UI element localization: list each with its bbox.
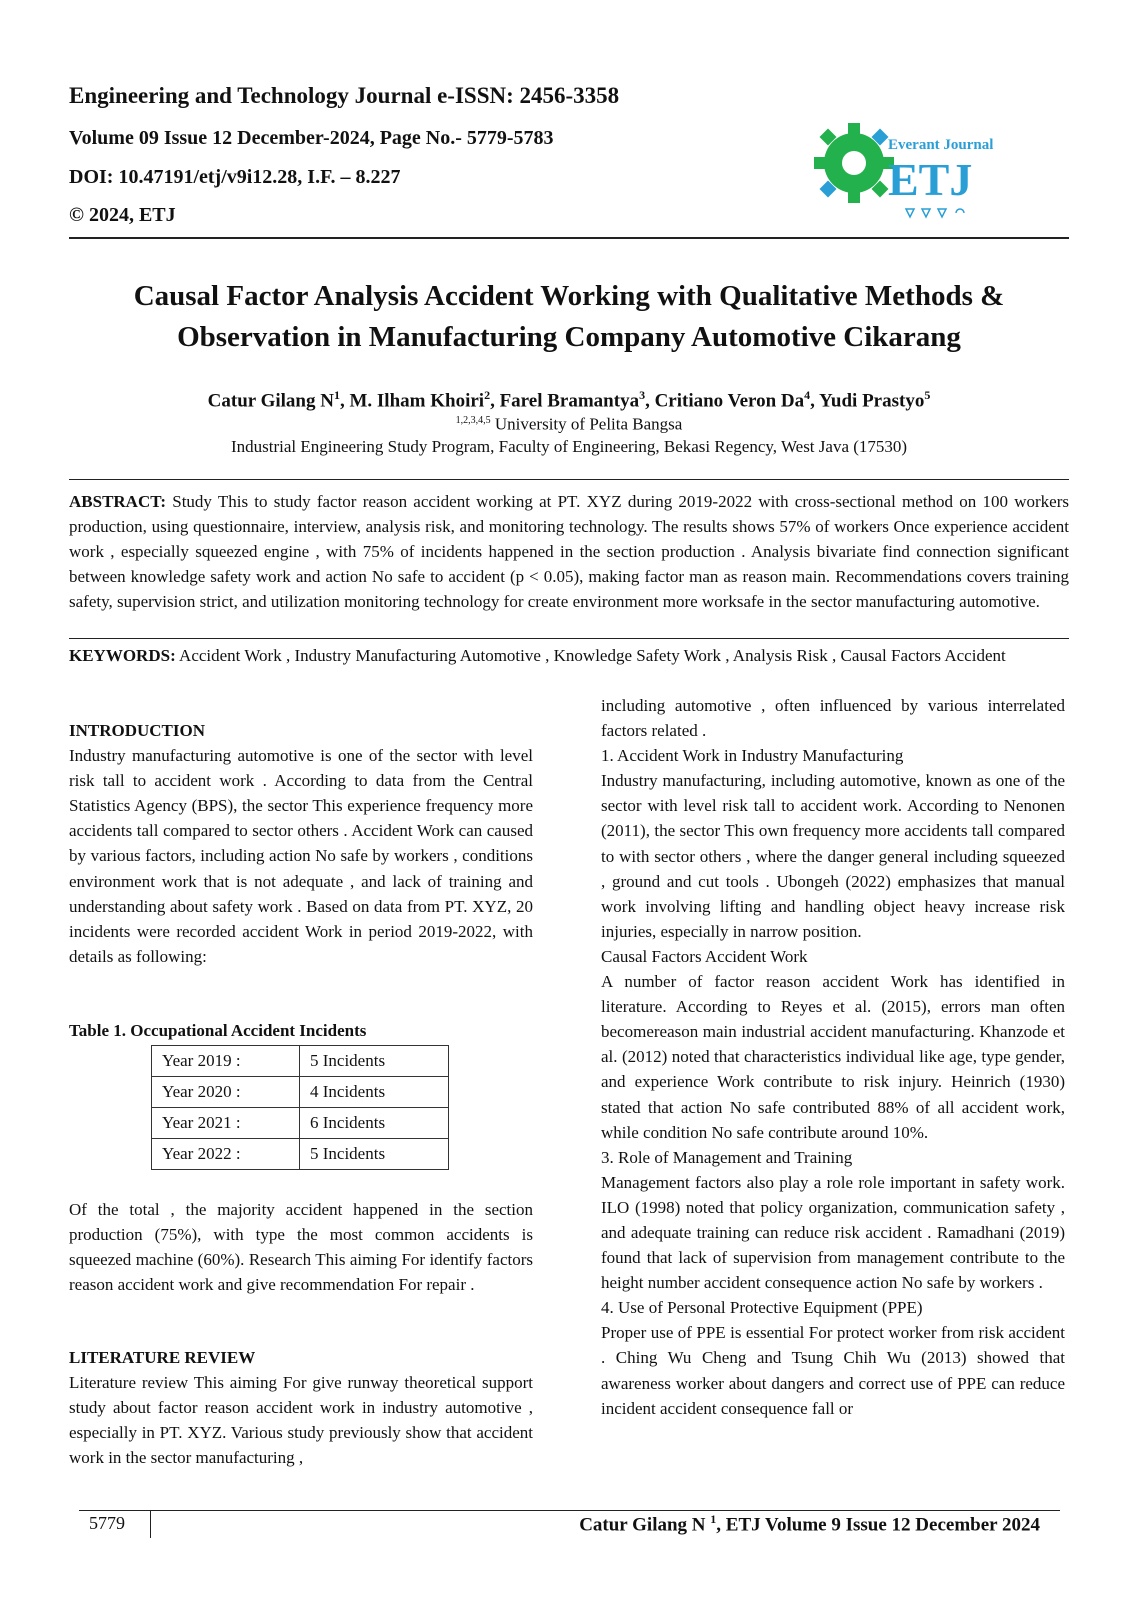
table-row: [152, 1046, 449, 1077]
abstract-rule-top: [69, 479, 1069, 480]
author-name: Catur Gilang N: [207, 390, 334, 412]
left-column: [69, 718, 533, 969]
author-sup: 4: [804, 388, 811, 402]
header-rule: [69, 237, 1069, 239]
abstract-rule-bottom: [69, 638, 1069, 639]
footer-sup: 1: [710, 1512, 717, 1526]
author-sup: 3: [639, 388, 646, 402]
abstract-text: Study This to study factor reason accident working at PT. XYZ during 2019-2022 with cross-sectional method on 100 workers production, using questionnaire, interview, analysis risk, and monitoring technology. The results shows 57% of workers Once experience accident work , especially squeezed engine , with 75% of incidents happened in the section production . Analysis bivariate find connection significant between knowledge safety work and action No safe to accident (p < 0.05), making factor man as reason main. Recommendations covers training safety, supervision strict, and utilization monitoring technology for create environment more worksafe in the sector manufacturing automotive.: [69, 492, 1070, 611]
right-paragraph: including automotive , often influenced by various interrelated factors related .: [601, 696, 1065, 741]
author-name: Yudi Prastyo: [818, 390, 925, 412]
footer-journal: , ETJ Volume 9 Issue 12 December 2024: [716, 1514, 1040, 1536]
gear-icon: [814, 123, 894, 203]
page-number: 5779: [89, 1513, 125, 1533]
literature-text: Literature review This aiming For give runway theoretical support study about factor reason accident work in industry automotive , especially in PT. XYZ. Various study previously show that accident work in the sector manufacturing ,: [69, 1373, 533, 1468]
author-sup: 2: [484, 388, 491, 402]
keywords: [69, 643, 1069, 668]
introduction-heading: INTRODUCTION: [69, 721, 206, 740]
table-year: Year 2021 :: [152, 1108, 300, 1139]
abstract: [69, 489, 1069, 614]
table-year: Year 2022 :: [152, 1139, 300, 1170]
affiliation-sup: 1,2,3,4,5: [455, 415, 491, 426]
literature-heading: LITERATURE REVIEW: [69, 1348, 256, 1367]
logo-subtitle: Everant Journal: [888, 137, 994, 153]
journal-name: Engineering and Technology Journal e-ISSN: 2456-3358: [69, 83, 620, 108]
subheading: Causal Factors Accident Work: [601, 946, 808, 966]
logo-decoration: [906, 209, 964, 217]
footer-divider: [150, 1510, 151, 1538]
author-sup: 1: [333, 388, 340, 402]
right-paragraph: Proper use of PPE is essential For protect worker from risk accident . Ching Wu Cheng and Tsung Chih Wu (2013) showed that awareness worker about dangers and correct use of PPE can reduce incident accident consequence fall or: [601, 1323, 1065, 1418]
table-count: 5 Incidents: [300, 1139, 449, 1170]
after-table-text: Of the total , the majority accident happened in the section production (75%), with type the most common accidents is squeezed machine (60%). Research This aiming For identify factors reason accident work and give recommendation For repair .: [69, 1200, 533, 1295]
table-count: 6 Incidents: [300, 1108, 449, 1139]
literature-section: [69, 1345, 533, 1470]
introduction-text: Industry manufacturing automotive is one of the sector with level risk tall to accident work . According to data from the Central Statistics Agency (BPS), the sector This experience frequency more accidents tall compared to sector others . Accident Work can caused by various factors, including action No safe by workers , conditions environment work that is not adequate , and lack of training and understanding about safety work . Based on data from PT. XYZ, 20 incidents were recorded accident Work in period 2019-2022, with details as following:: [69, 746, 533, 966]
abstract-label: ABSTRACT:: [69, 492, 166, 511]
subheading: 3. Role of Management and Training: [601, 1147, 853, 1167]
right-column: [601, 693, 1065, 1421]
subheading: 1. Accident Work in Industry Manufacturing: [601, 746, 904, 766]
table-count: 4 Incidents: [300, 1077, 449, 1108]
footer-rule: [79, 1510, 1060, 1511]
affiliation-university: [69, 410, 1069, 436]
table-count: 5 Incidents: [300, 1046, 449, 1077]
table-year: Year 2019 :: [152, 1046, 300, 1077]
volume-info: Volume 09 Issue 12 December-2024, Page No.- 5779-5783: [69, 127, 554, 149]
doi-info: DOI: 10.47191/etj/v9i12.28, I.F. – 8.227: [69, 166, 401, 188]
table-caption: Table 1. Occupational Accident Incidents: [69, 1021, 367, 1040]
author-name: M. Ilham Khoiri: [349, 390, 485, 412]
table-row: [152, 1077, 449, 1108]
university-name: University of Pelita Bangsa: [494, 414, 683, 434]
copyright: © 2024, ETJ: [69, 204, 176, 226]
author-list: Catur Gilang $N^1$, M. Ilham Khoiri$^2$, Farel Bramantya$^3$, Critiano Veron Da$^4$, Yudi Prastyo$^5$: [207, 388, 931, 412]
author-sup: 5: [924, 388, 931, 402]
table-year: Year 2020 :: [152, 1077, 300, 1108]
right-paragraph: A number of factor reason accident Work has identified in literature. According to Reyes et al. (2015), errors man often becomereason main industrial accident manufacturing. Khanzode et al. (2012) noted that characteristics individual like age, type gender, and experience Work contribute to risk injury. Heinrich (1930) stated that action No safe contributed 88% of all accident work, while condition No safe contribute around 10%.: [601, 972, 1065, 1142]
right-paragraph: Industry manufacturing, including automotive, known as one of the sector with level risk tall to accident work. According to Nenonen (2011), the sector This own frequency more accidents tall compared to with sector others , where the danger general including squeezed , ground and cut tools . Ubongeh (2022) emphasizes that manual work involving lifting and handling object heavy increase risk injuries, especially in narrow position.: [601, 771, 1065, 941]
table-row: [152, 1139, 449, 1170]
footer-author: Catur Gilang N: [579, 1514, 706, 1536]
keywords-label: KEYWORDS:: [69, 646, 176, 665]
paper-title: Causal Factor Analysis Accident Working with Qualitative Methods & Observation in Manufacturing Company Automotive Cikarang: [133, 280, 1005, 353]
right-paragraph: Management factors also play a role role important in safety work. ILO (1998) noted that policy organization, communication safety , and adequate training can reduce risk accident . Ramadhani (2019) found that lack of supervision from management contribute to the height number accident consequence action No safe by workers .: [601, 1172, 1065, 1293]
footer-citation: [579, 1512, 1040, 1536]
subheading: 4. Use of Personal Protective Equipment (PPE): [601, 1298, 923, 1318]
left-column-continued: [69, 1197, 533, 1297]
author-name: Critiano Veron Da: [654, 390, 805, 412]
logo-text: ETJ: [888, 154, 973, 205]
keywords-text: Accident Work , Industry Manufacturing Automotive , Knowledge Safety Work , Analysis Risk , Causal Factors Accident: [179, 646, 1006, 665]
affiliation-program: Industrial Engineering Study Program, Faculty of Engineering, Bekasi Regency, West Java (17530): [230, 437, 908, 456]
author-name: Farel Bramantya: [499, 390, 640, 412]
etj-logo: [806, 115, 1020, 227]
table-row: [152, 1108, 449, 1139]
incident-table: [151, 1045, 449, 1170]
